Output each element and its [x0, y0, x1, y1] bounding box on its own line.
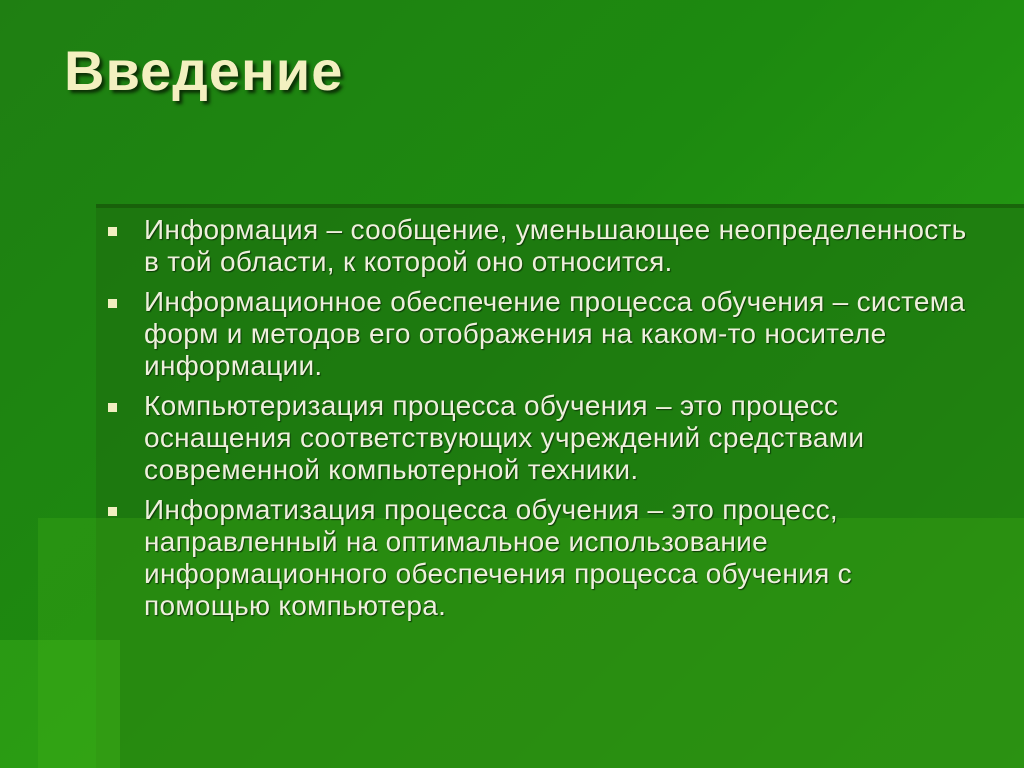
square-bullet-icon: [108, 507, 117, 516]
bullet-item: [106, 390, 986, 486]
square-bullet-icon: [108, 299, 117, 308]
slide-title: Введение: [64, 39, 344, 102]
bullet-item: [106, 286, 986, 382]
bullet-text: Компьютеризация процесса обучения – это процесс оснащения соответствующих учреждений средствами современной компьютерной техники.: [144, 390, 865, 485]
bullet-text: Информация – сообщение, уменьшающее неопределенность в той области, к которой оно относится.: [144, 214, 967, 277]
bullet-text: Информационное обеспечение процесса обучения – система форм и методов его отображения на каком-то носителе информации.: [144, 286, 966, 381]
square-bullet-icon: [108, 403, 117, 412]
bullet-item: [106, 214, 986, 278]
bullet-item: [106, 494, 986, 622]
square-bullet-icon: [108, 227, 117, 236]
bullet-text: Информатизация процесса обучения – это процесс, направленный на оптимальное использование информационного обеспечения процесса обучения с помощью компьютера.: [144, 494, 852, 621]
background-panel-corner: [0, 640, 120, 768]
bullet-list: [106, 214, 986, 630]
